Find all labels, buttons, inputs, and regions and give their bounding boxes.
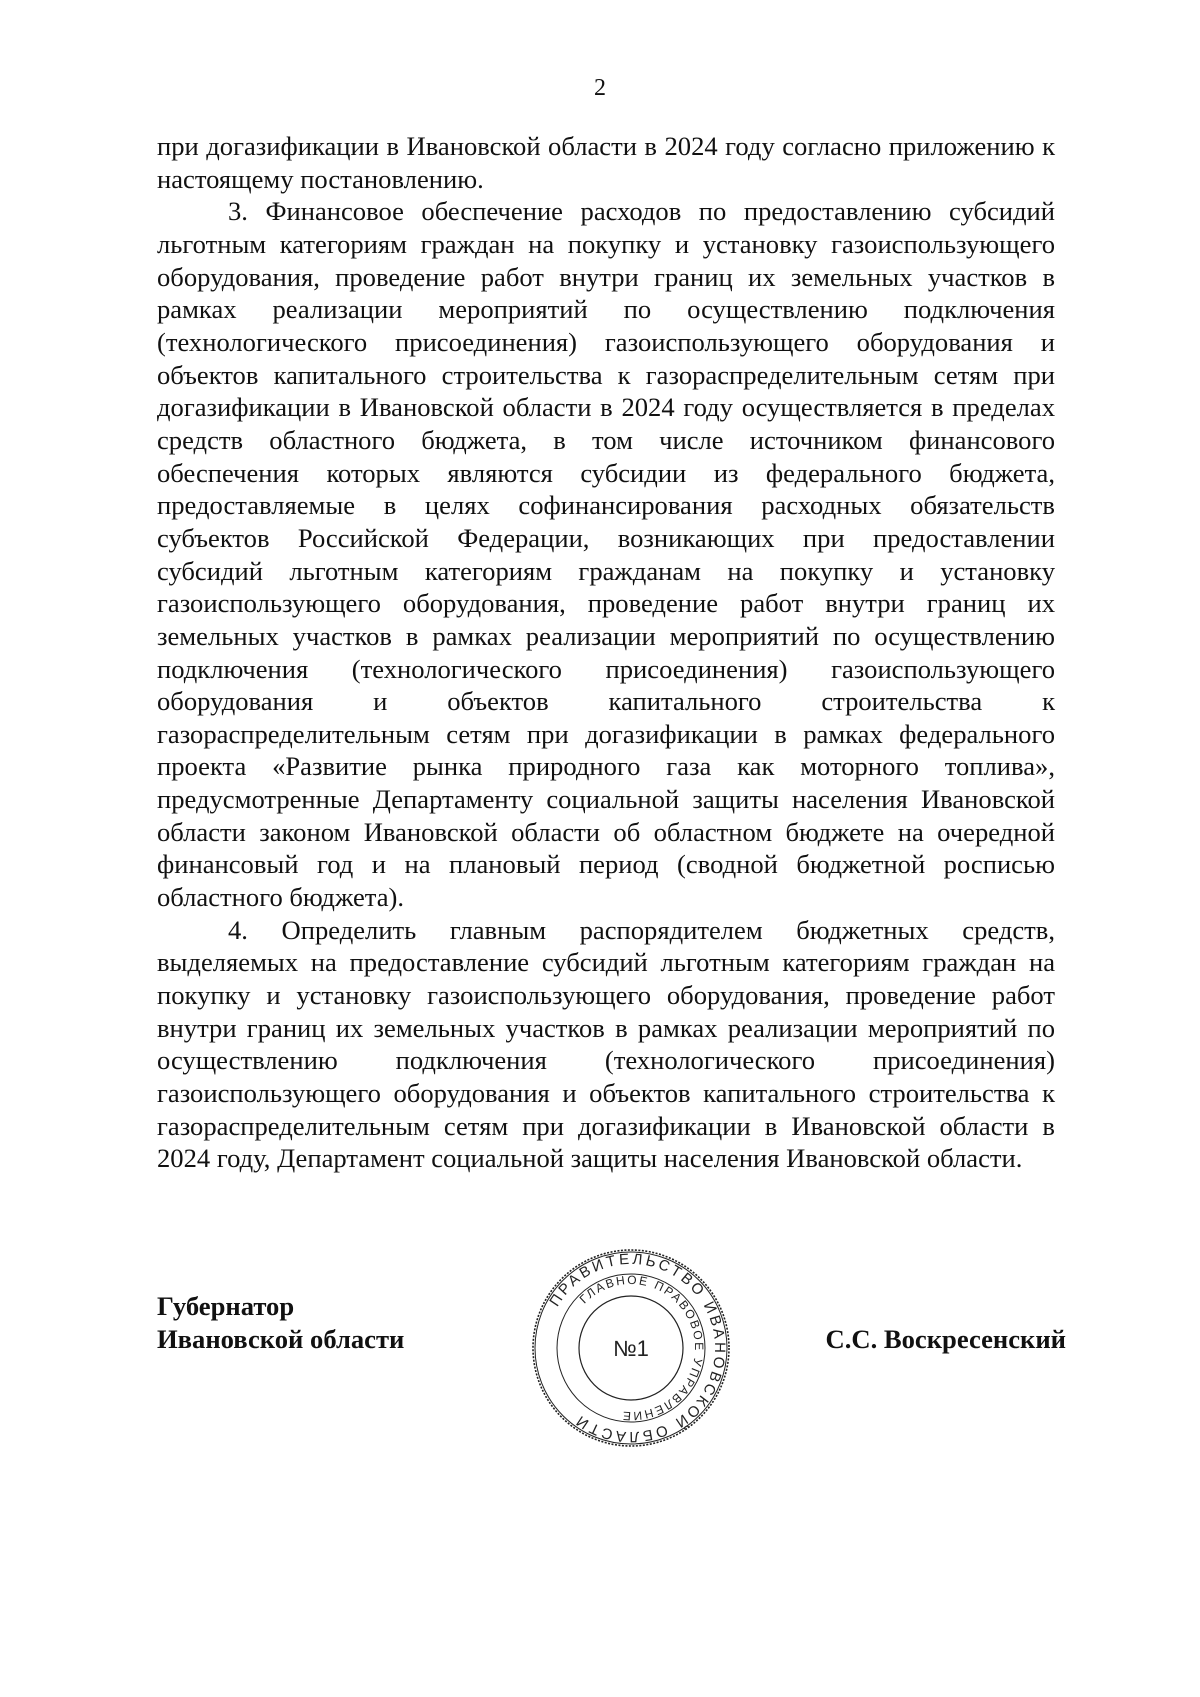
official-stamp (526, 1243, 736, 1453)
signatory-position-line2: Ивановской области (157, 1324, 405, 1354)
stamp-number: №1 (613, 1336, 649, 1361)
stamp-inner-text: ГЛАВНОЕ ПРАВОВОЕ УПРАВЛЕНИЕ (576, 1272, 707, 1424)
paragraph-3: 3. Финансовое обеспечение расходов по предоставлению субсидий льготным категориям граждан на покупку и установку газоиспользующего оборудования, проведение работ внутри границ их земельных участков в рамках реализации мероприятий по осуществлению подключения (технологического присоединения) газоиспользующего оборудования и объектов капитального строительства к газораспределительным сетям при догазификации в Ивановской области в 2024 году осуществляется в пределах средств областного бюджета, в том числе источником финансового обеспечения которых являются субсидии из федерального бюджета, предоставляемые в целях софинансирования расходных обязательств субъектов Российской Федерации, возникающих при предоставлении субсидий льготным категориям гражданам на покупку и установку газоиспользующего оборудования, проведение работ внутри границ их земельных участков в рамках реализации мероприятий по осуществлению подключения (технологического присоединения) газоиспользующего оборудования и объектов капитального строительства к газораспределительным сетям при догазификации в рамках федерального проекта «Развитие рынка природного газа как моторного топлива», предусмотренные Департаменту социальной защиты населения Ивановской области законом Ивановской области об областном бюджете на очередной финансовый год и на плановый период (сводной бюджетной росписью областного бюджета). (157, 196, 1055, 913)
stamp-outer-text: ПРАВИТЕЛЬСТВО ИВАНОВСКОЙ ОБЛАСТИ (546, 1250, 729, 1446)
paragraph-continuation: при догазификации в Ивановской области в 2024 году согласно приложению к настоящему постановлению. (157, 131, 1055, 194)
signatory-name: С.С. Воскресенский (825, 1324, 1066, 1354)
paragraph-4: 4. Определить главным распорядителем бюджетных средств, выделяемых на предоставление субсидий льготным категориям граждан на покупку и установку газоиспользующего оборудования, проведение работ внутри границ их земельных участков в рамках реализации мероприятий по осуществлению подключения (технологического присоединения) газоиспользующего оборудования и объектов капитального строительства к газораспределительным сетям при догазификации в Ивановской области в 2024 году, Департамент социальной защиты населения Ивановской области. (157, 914, 1055, 1174)
signatory-position-line1: Губернатор (157, 1291, 295, 1321)
page-number: 2 (594, 75, 606, 101)
signatory-position (157, 1290, 404, 1356)
document-body (157, 130, 1055, 1175)
